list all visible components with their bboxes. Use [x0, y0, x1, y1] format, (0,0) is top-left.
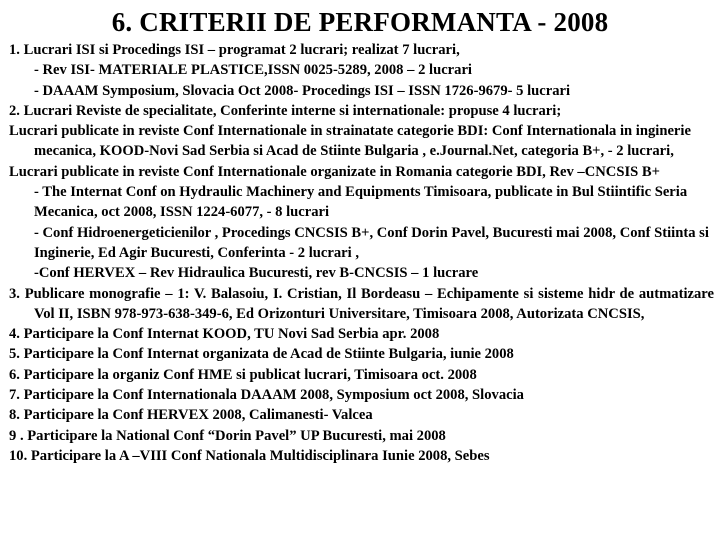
content-body: [6, 40, 714, 466]
item-2: 2. Lucrari Reviste de specialitate, Conferinte interne si internationale: propuse 4 lucrari;: [9, 102, 562, 119]
item-2-sub-hydraulic: - The Internat Conf on Hydraulic Machinery and Equipments Timisoara, publicate in Bul Stiintific Seria Mecanica, oct 2008, ISSN 1224-6077, - 8 lucrari: [34, 184, 688, 221]
item-5: 5. Participare la Conf Internat organizata de Acad de Stiinte Bulgaria, iunie 2008: [9, 346, 514, 363]
item-8: 8. Participare la Conf HERVEX 2008, Calimanesti- Valcea: [9, 407, 373, 424]
item-2-sub-hervex: -Conf HERVEX – Rev Hidraulica Bucuresti, rev B-CNCSIS – 1 lucrare: [34, 265, 479, 282]
item-4: 4. Participare la Conf Internat KOOD, TU Novi Sad Serbia apr. 2008: [9, 326, 440, 343]
item-2-abroad: Lucrari publicate in reviste Conf Internationale in strainatate categorie BDI: Conf Internationala in inginerie mecanica, KOOD-Novi Sad Serbia si Acad de Stiinte Bulgaria , e.Journal.Net, categoria B+, - 2 lucrari,: [9, 123, 691, 160]
item-9: 9 . Participare la National Conf “Dorin Pavel” UP Bucuresti, mai 2008: [9, 427, 446, 444]
item-1: 1. Lucrari ISI si Procedings ISI – programat 2 lucrari; realizat 7 lucrari,: [9, 42, 460, 58]
item-6: 6. Participare la organiz Conf HME si publicat lucrari, Timisoara oct. 2008: [9, 366, 477, 383]
item-1-sub-rev-isi: - Rev ISI- MATERIALE PLASTICE,ISSN 0025-5289, 2008 – 2 lucrari: [34, 62, 472, 79]
item-2-romania: Lucrari publicate in reviste Conf Internationale organizate in Romania categorie BDI, Rev –CNCSIS B+: [9, 163, 660, 180]
page-title: 6. CRITERII DE PERFORMANTA - 2008: [111, 7, 609, 37]
item-3: 3. Publicare monografie – 1: V. Balasoiu, I. Cristian, Il Bordeasu – Echipamente si sisteme hidr de autmatizare Vol II, ISBN 978-973-638-349-6, Ed Orizonturi Universitare, Timisoara 2008, Autorizata CNCSIS,: [9, 285, 714, 322]
item-2-sub-hidroenergetic: - Conf Hidroenergeticienilor , Procedings CNCSIS B+, Conf Dorin Pavel, Bucuresti mai 2008, Conf Stiinta si Inginerie, Ed Agir Bucuresti, Conferinta - 2 lucrari ,: [34, 224, 709, 261]
item-7: 7. Participare la Conf Internationala DAAAM 2008, Symposium oct 2008, Slovacia: [9, 387, 524, 404]
item-10: 10. Participare la A –VIII Conf Nationala Multidisciplinara Iunie 2008, Sebes: [9, 447, 490, 464]
item-1-sub-daaam: - DAAAM Symposium, Slovacia Oct 2008- Procedings ISI – ISSN 1726-9679- 5 lucrari: [34, 82, 571, 99]
